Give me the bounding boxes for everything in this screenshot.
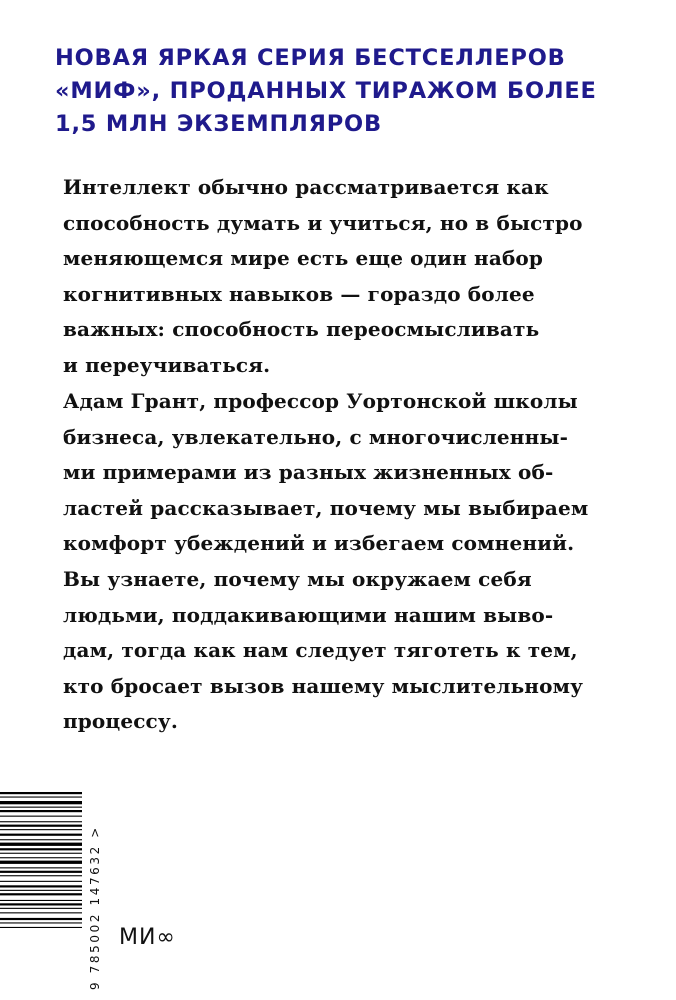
barcode-bar: [0, 801, 82, 804]
barcode-bar: [0, 890, 82, 891]
barcode-bar: [0, 857, 82, 858]
text-line: Вы узнаете, почему мы окружаем себя: [63, 566, 532, 591]
headline-line: «МИФ», ПРОДАННЫХ ТИРАЖОМ БОЛЕЕ: [55, 78, 597, 104]
barcode-bar: [0, 912, 82, 913]
barcode-bar: [0, 903, 82, 905]
headline: [55, 42, 635, 141]
barcode-bar: [0, 816, 82, 817]
barcode-bar: [0, 885, 82, 887]
barcode-bar: [0, 861, 82, 864]
barcode-bar: [0, 875, 82, 876]
text-line: людьми, поддакивающими нашим выво-: [63, 602, 554, 627]
barcode-bar: [0, 843, 82, 846]
description-paragraph-2: [63, 384, 588, 740]
barcode-bar: [0, 867, 82, 868]
text-line: важных: способность переосмысливать: [63, 317, 540, 342]
text-line: Адам Грант, профессор Уортонской школы: [63, 389, 578, 413]
barcode-bar: [0, 927, 82, 928]
text-line: процессу.: [63, 709, 178, 734]
barcode-bar: [0, 908, 82, 909]
barcode-bar: [0, 825, 82, 827]
text-line: дам, тогда как нам следует тяготеть к тем,: [63, 638, 578, 663]
barcode-bar: [0, 848, 82, 850]
barcode-bar: [0, 922, 82, 923]
barcode-bar: [0, 829, 82, 830]
barcode-bar: [0, 839, 82, 840]
description-paragraph-1: [63, 170, 583, 384]
text-line: меняющемся мире есть еще один набор: [63, 246, 544, 271]
text-line: ластей рассказывает, почему мы выбираем: [63, 495, 589, 520]
barcode-bar: [0, 853, 82, 854]
barcode-bar: [0, 893, 82, 895]
barcode-bar: [0, 881, 82, 882]
barcode-bar: [0, 871, 82, 873]
barcode-bar: [0, 797, 82, 798]
headline-line: 1,5 МЛН ЭКЗЕМПЛЯРОВ: [55, 111, 382, 137]
publisher-logo: МИ∞: [119, 925, 176, 950]
text-line: и переучиваться.: [63, 352, 271, 377]
text-line: комфорт убеждений и избегаем сомнений.: [63, 531, 575, 556]
barcode-bar: [0, 918, 82, 920]
text-line: Интеллект обычно рассматривается как: [63, 175, 549, 199]
barcode-bar: [0, 900, 82, 901]
text-line: когнитивных навыков — гораздо более: [63, 281, 535, 306]
text-line: бизнеса, увлекательно, с многочисленны-: [63, 424, 569, 449]
text-line: кто бросает вызов нашему мыслительному: [63, 673, 584, 698]
barcode-bar: [0, 834, 82, 836]
text-line: ми примерами из разных жизненных об-: [63, 460, 554, 485]
barcode-bar: [0, 807, 82, 808]
barcode-bar: [0, 810, 82, 812]
barcode-digits: 9 785002 147632 >: [88, 825, 102, 990]
barcode-bar: [0, 792, 82, 794]
barcode-bar: [0, 821, 82, 822]
text-line: способность думать и учиться, но в быстро: [63, 210, 583, 235]
headline-line: НОВАЯ ЯРКАЯ СЕРИЯ БЕСТСЕЛЛЕРОВ: [55, 45, 566, 71]
